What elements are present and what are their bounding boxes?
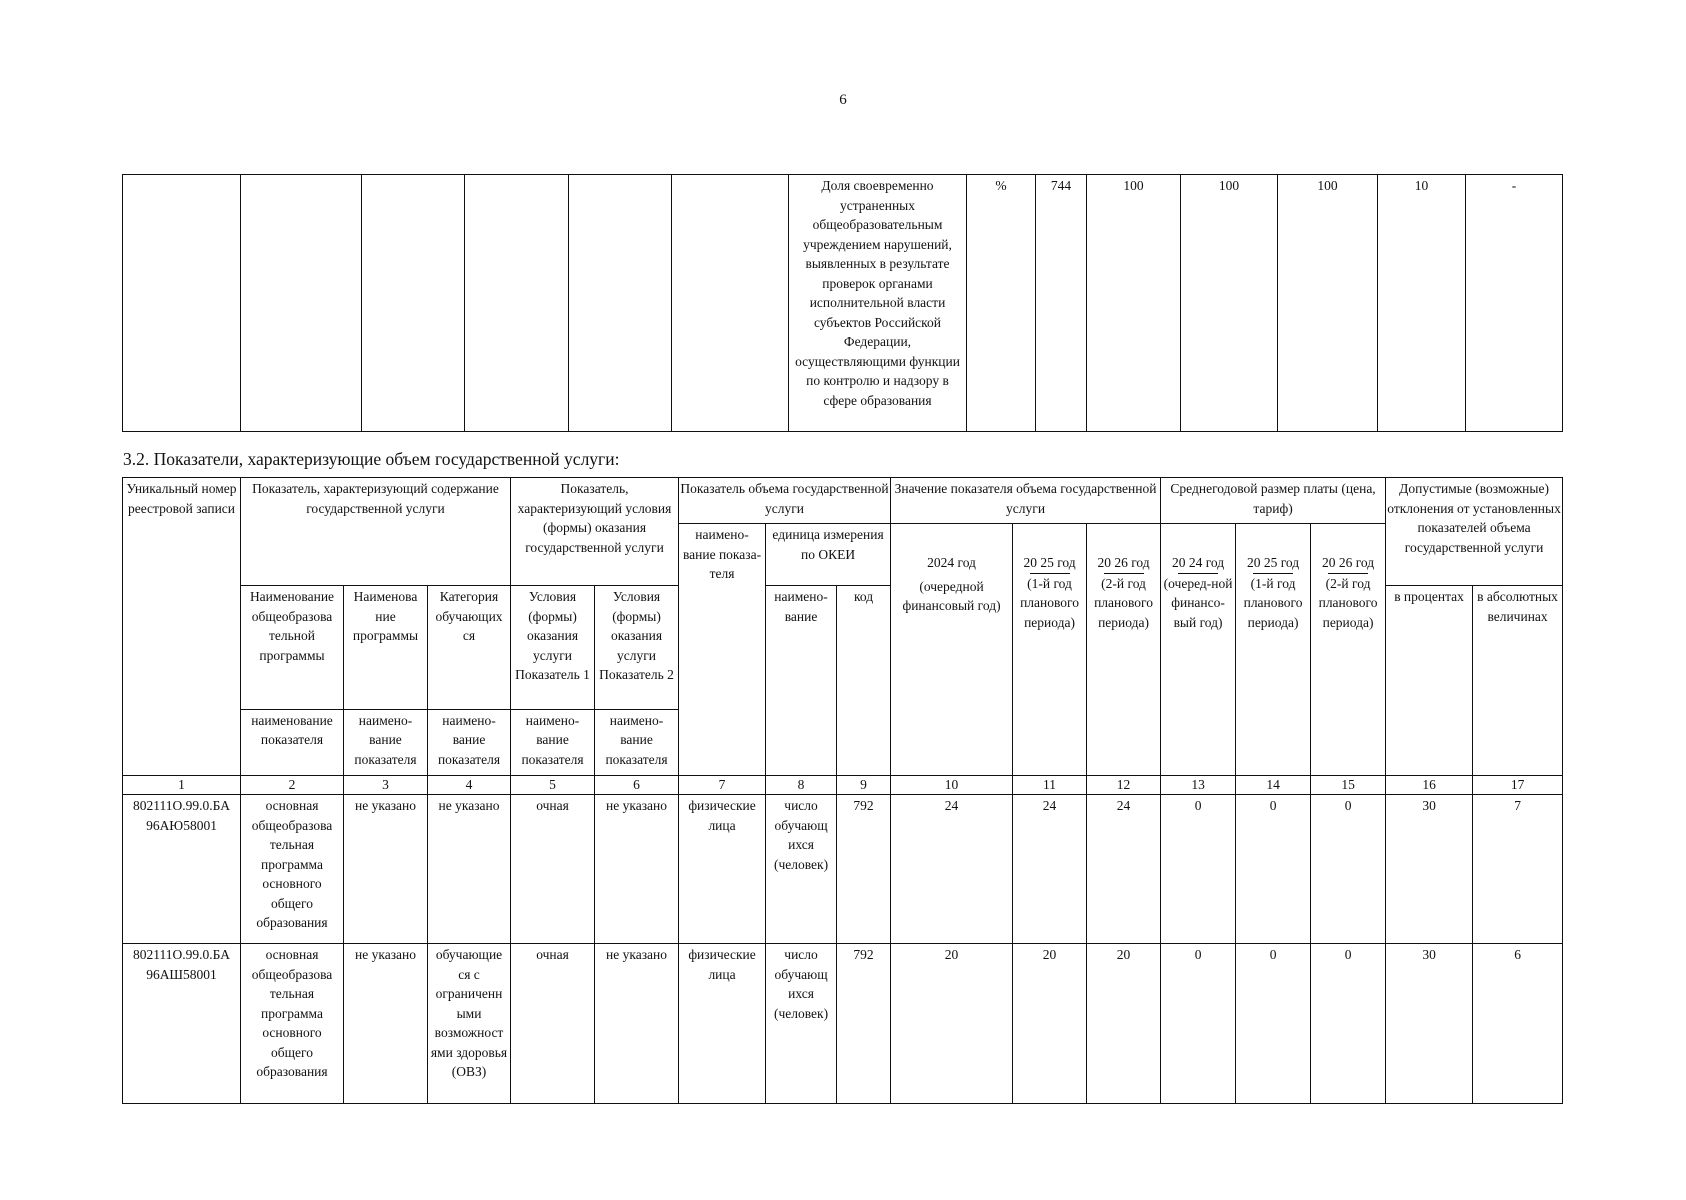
condition-2: не указано [595,944,679,1104]
column-number: 15 [1311,775,1386,795]
value-2024: 100 [1087,175,1181,432]
education-form: очная [511,944,595,1104]
header-col-6: Условия (формы) оказания услуги Показатель 2 [595,586,679,710]
header-col-2: Наименование общеобразова тельной программы [241,586,344,710]
empty-cell [123,175,241,432]
volume-indicators-table [122,477,1563,1104]
unit-name: число обучающ ихся (человек) [766,795,837,944]
condition-2: не указано [595,795,679,944]
header-fee-group: Среднегодовой размер платы (цена, тариф) [1161,478,1386,524]
deviation-percent: 10 [1378,175,1466,432]
empty-cell [241,175,362,432]
program-name: не указано [344,795,428,944]
fee-2026-note: (2-й год планового периода) [1318,575,1378,630]
value-2025: 24 [1013,795,1087,944]
unit-code: 792 [837,795,891,944]
volume-indicator: физические лица [679,795,766,944]
header-year-2026 [1087,524,1161,775]
column-number: 17 [1473,775,1563,795]
column-number: 9 [837,775,891,795]
value-2026: 24 [1087,795,1161,944]
header-col-5-sub: наимено-вание показателя [511,709,595,775]
fee-2026: 0 [1311,944,1386,1104]
header-col-4-sub: наимено-вание показателя [428,709,511,775]
column-number: 8 [766,775,837,795]
header-unit-name: наимено-вание [766,586,837,775]
header-year-2024 [891,524,1013,775]
column-number: 11 [1013,775,1087,795]
header-col-3-sub: наимено-вание показателя [344,709,428,775]
column-number: 10 [891,775,1013,795]
student-category: обучающие ся с ограниченн ыми возможност ями здоровья (ОВЗ) [428,944,511,1104]
program-type: основная общеобразова тельная программа основного общего образования [241,944,344,1104]
header-deviation-percent: в процентах [1386,586,1473,775]
volume-indicator: физические лица [679,944,766,1104]
header-col-3: Наименова ние программы [344,586,428,710]
deviation-absolute: 6 [1473,944,1563,1104]
year-2026-note: (2-й год планового периода) [1094,575,1153,630]
fee-2026-label: 20 26 год [1321,555,1375,571]
header-deviation-absolute: в абсолютных величинах [1473,586,1563,775]
value-2025: 100 [1181,175,1278,432]
fee-2024: 0 [1161,944,1236,1104]
program-name: не указано [344,944,428,1104]
page-number: 6 [839,92,847,108]
column-number: 5 [511,775,595,795]
value-2024: 24 [891,795,1013,944]
value-2026: 100 [1278,175,1378,432]
column-number: 12 [1087,775,1161,795]
deviation-absolute: 7 [1473,795,1563,944]
column-number: 14 [1236,775,1311,795]
empty-cell [362,175,465,432]
header-fee-2026 [1311,524,1386,775]
header-unit-okei: единица измерения по ОКЕИ [766,524,891,586]
header-unique-record: Уникальный номер реестровой записи [123,478,241,776]
student-category: не указано [428,795,511,944]
fee-2025: 0 [1236,795,1311,944]
fee-2026: 0 [1311,795,1386,944]
header-fee-2025 [1236,524,1311,775]
header-year-2025 [1013,524,1087,775]
table-row [123,175,1563,432]
table-row [123,944,1563,1104]
header-row [123,478,1563,524]
unit-code: 792 [837,944,891,1104]
year-2026-label: 20 26 год [1097,555,1150,571]
education-form: очная [511,795,595,944]
fee-2024: 0 [1161,795,1236,944]
unique-record-id: 802111О.99.0.БА 96АЮ58001 [123,795,241,944]
empty-cell [465,175,569,432]
unit-name: число обучающ ихся (человек) [766,944,837,1104]
deviation-absolute: - [1466,175,1563,432]
fee-2025-label: 20 25 год [1246,555,1300,571]
header-indicator-name: наимено-вание показа-теля [679,524,766,775]
header-col-5: Условия (формы) оказания услуги Показатель 1 [511,586,595,710]
program-type: основная общеобразова тельная программа основного общего образования [241,795,344,944]
year-2025-note: (1-й год планового периода) [1020,575,1079,630]
fee-2025: 0 [1236,944,1311,1104]
header-content-group: Показатель, характеризующий содержание государственной услуги [241,478,511,586]
column-number: 3 [344,775,428,795]
year-2024-note: (очередной финансовый год) [902,578,1001,614]
value-2026: 20 [1087,944,1161,1104]
column-number-row [123,775,1563,795]
header-value-group: Значение показателя объема государственной услуги [891,478,1161,524]
header-volume-group: Показатель объема государственной услуги [679,478,891,524]
column-number: 16 [1386,775,1473,795]
deviation-percent: 30 [1386,944,1473,1104]
year-2024-label: 2024 год [927,555,976,571]
value-2024: 20 [891,944,1013,1104]
deviation-percent: 30 [1386,795,1473,944]
column-number: 7 [679,775,766,795]
unit-code: 744 [1036,175,1087,432]
unique-record-id: 802111О.99.0.БА 96АШ58001 [123,944,241,1104]
header-col-6-sub: наимено-вание показателя [595,709,679,775]
header-unit-code: код [837,586,891,775]
header-fee-2024 [1161,524,1236,775]
column-number: 13 [1161,775,1236,795]
quality-indicators-continuation-table [122,174,1563,432]
year-2025-label: 20 25 год [1023,555,1076,571]
header-col-4: Категория обучающих ся [428,586,511,710]
empty-cell [569,175,672,432]
unit-name: % [967,175,1036,432]
quality-indicator-name: Доля своевременно устраненных общеобразовательным учреждением нарушений, выявленных в результате проверок органами исполнительной власти субъектов Российской Федерации, осуществляющими функции по контролю и надзору в сфере образования [789,175,967,432]
empty-cell [672,175,789,432]
column-number: 4 [428,775,511,795]
column-number: 1 [123,775,241,795]
header-col-2-sub: наименование показателя [241,709,344,775]
header-conditions-group: Показатель, характеризующий условия (формы) оказания государственной услуги [511,478,679,586]
fee-2025-note: (1-й год планового периода) [1243,575,1303,630]
value-2025: 20 [1013,944,1087,1104]
fee-2024-note: (очеред-ной финансо-вый год) [1163,575,1233,630]
column-number: 6 [595,775,679,795]
column-number: 2 [241,775,344,795]
header-deviation-group: Допустимые (возможные) отклонения от установленных показателей объема государственной услуги [1386,478,1563,586]
section-title: 3.2. Показатели, характеризующие объем государственной услуги: [123,449,620,469]
fee-2024-label: 20 24 год [1171,555,1225,571]
table-row [123,795,1563,944]
